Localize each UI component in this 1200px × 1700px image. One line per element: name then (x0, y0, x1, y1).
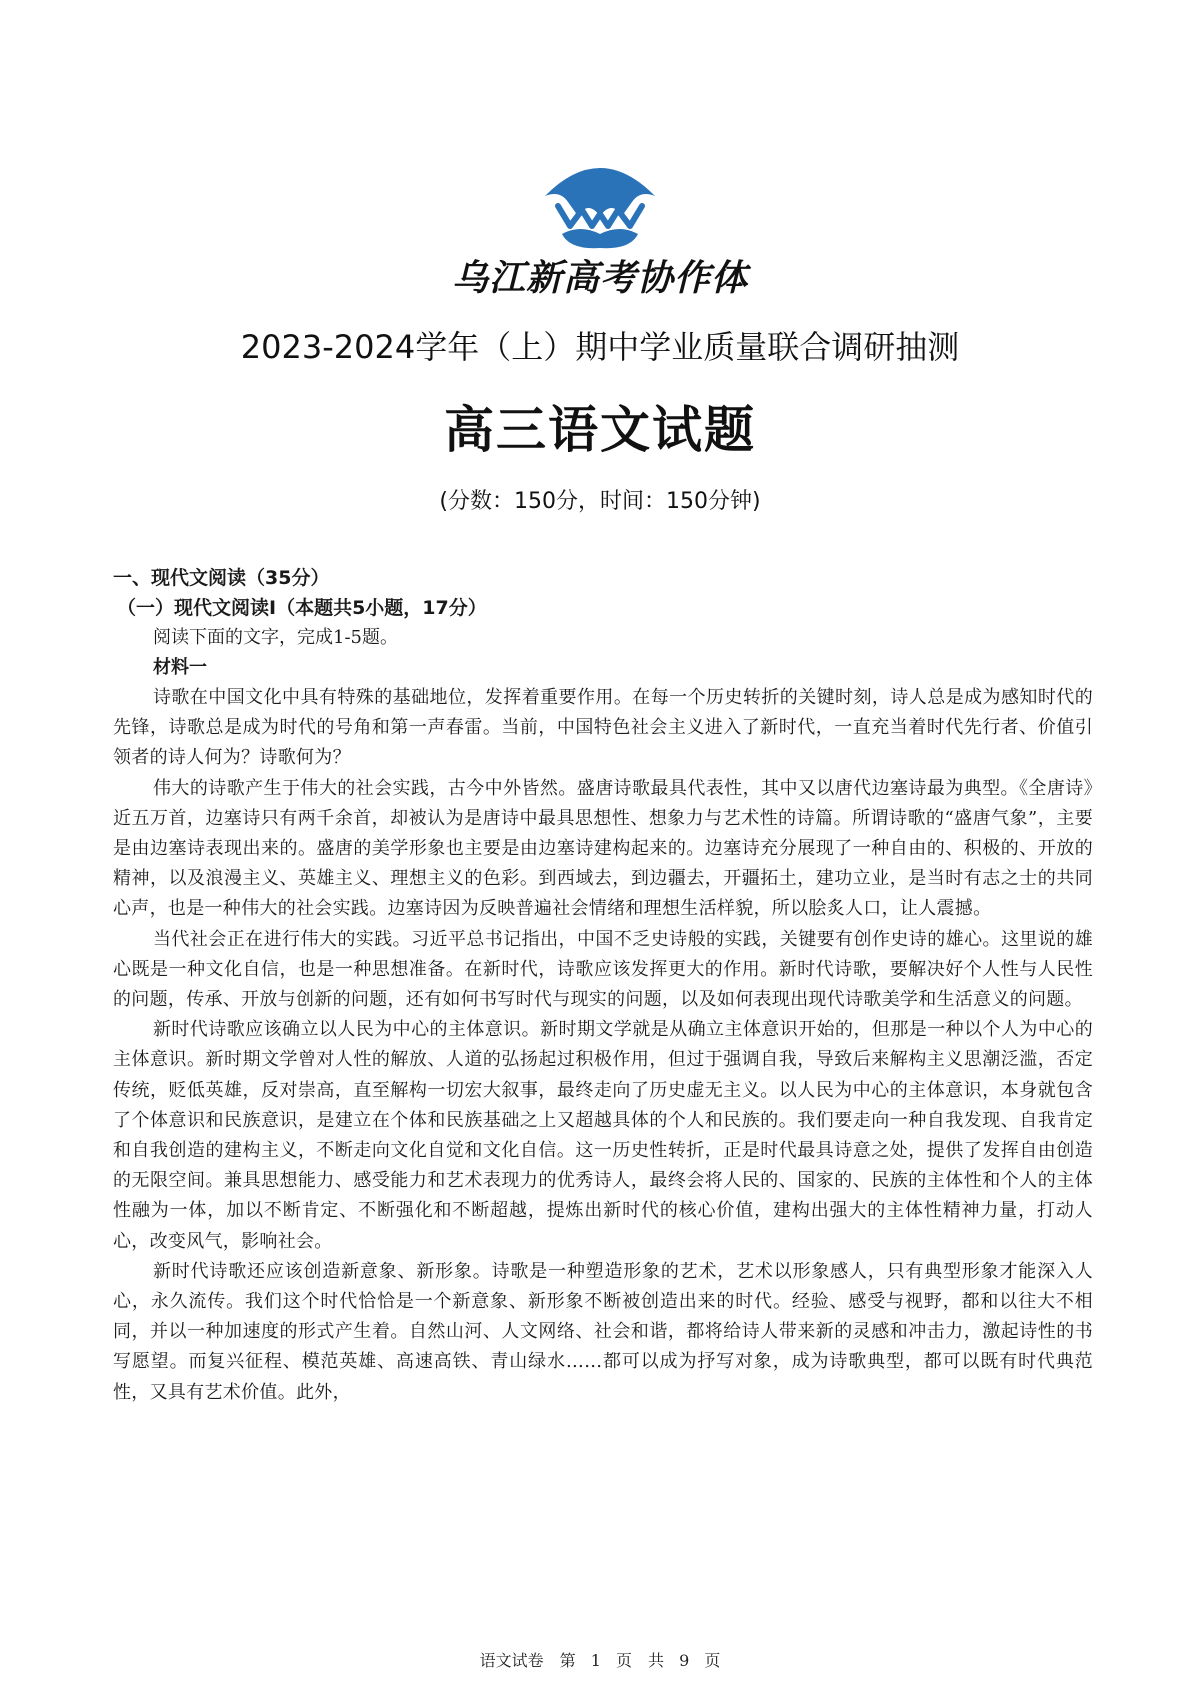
page-footer: 语文试卷 第 1 页 共 9 页 (479, 1651, 721, 1670)
paragraph-1: 诗歌在中国文化中具有特殊的基础地位，发挥着重要作用。在每一个历史转折的关键时刻，诗人总是成为感知时代的先锋，诗歌总是成为时代的号角和第一声春雷。当前，中国特色社会主义进入了新时代，一直充当着时代先行者、价值引领者的诗人何为？诗歌何为？ (113, 687, 1093, 769)
score-time-info: (分数：150分，时间：150分钟) (439, 489, 761, 514)
paragraph-5: 新时代诗歌还应该创造新意象、新形象。诗歌是一种塑造形象的艺术，艺术以形象感人，只有典型形象才能深入人心，永久流传。我们这个时代恰恰是一个新意象、新形象不断被创造出来的时代。经验、感受与视野，都和以往大不相同，并以一种加速度的形式产生着。自然山河、人文网络、社会和谐，都将给诗人带来新的灵感和冲击力，激起诗性的书写愿望。而复兴征程、模范英雄、高速高铁、青山绿水……都可以成为抒写对象，成为诗歌典型，都可以既有时代典范性，又具有艺术价值。此外， (113, 1260, 1093, 1403)
paragraph-2: 伟大的诗歌产生于伟大的社会实践，古今中外皆然。盛唐诗歌最具代表性，其中又以唐代边塞诗最为典型。《全唐诗》近五万首，边塞诗只有两千余首，却被认为是唐诗中最具思想性、想象力与艺术性的诗篇。所谓诗歌的“盛唐气象”，主要是由边塞诗表现出来的。盛唐的美学形象也主要是由边塞诗建构起来的。边塞诗充分展现了一种自由的、积极的、开放的精神，以及浪漫主义、英雄主义、理想主义的色彩。到西域去，到边疆去，开疆拓土，建功立业，是当时有志之士的共同心声，也是一种伟大的社会实践。边塞诗因为反映普遍社会情绪和理想生活样貌，所以脍炙人口，让人震撼。 (113, 777, 1093, 920)
exam-title: 高三语文试题 (444, 401, 756, 459)
reading-instruction: 阅读下面的文字，完成1-5题。 (153, 627, 398, 648)
paragraph-3: 当代社会正在进行伟大的实践。习近平总书记指出，中国不乏史诗般的实践，关键要有创作史诗的雄心。这里说的雄心既是一种文化自信，也是一种思想准备。在新时代，诗歌应该发挥更大的作用。新时代诗歌，要解决好个人性与人民性的问题，传承、开放与创新的问题，还有如何书写时代与现实的问题，以及如何表现出现代诗歌美学和生活意义的问题。 (113, 928, 1093, 1011)
organization-name: 乌江新高考协作体 (451, 258, 748, 299)
section-heading: 一、现代文阅读（35分） (113, 567, 330, 589)
section-subheading: （一）现代文阅读Ⅰ（本题共5小题，17分） (117, 597, 487, 619)
exam-content (113, 563, 1093, 1408)
paragraph-4: 新时代诗歌应该确立以人民为中心的主体意识。新时期文学就是从确立主体意识开始的，但那是一种以个人为中心的主体意识。新时期文学曾对人性的解放、人道的弘扬起过积极作用，但过于强调自我，导致后来解构主义思潮泛滥，否定传统，贬低英雄，反对崇高，直至解构一切宏大叙事，最终走向了历史虚无主义。以人民为中心的主体意识，本身就包含了个体意识和民族意识，是建立在个体和民族基础之上又超越具体的个人和民族的。我们要走向一种自我发现、自我肯定和自我创造的建构主义，不断走向文化自觉和文化自信。这一历史性转折，正是时代最具诗意之处，提供了发挥自由创造的无限空间。兼具思想能力、感受能力和艺术表现力的优秀诗人，最终会将人民的、国家的、民族的主体性和个人的主体性融为一体，加以不断肯定、不断强化和不断超越，提炼出新时代的核心价值，建构出强大的主体性精神力量，打动人心，改变风气，影响社会。 (113, 1019, 1093, 1252)
wave-logo-icon (540, 160, 660, 252)
material-label: 材料一 (153, 657, 207, 678)
exam-subtitle: 2023-2024学年（上）期中学业质量联合调研抽测 (240, 328, 960, 366)
